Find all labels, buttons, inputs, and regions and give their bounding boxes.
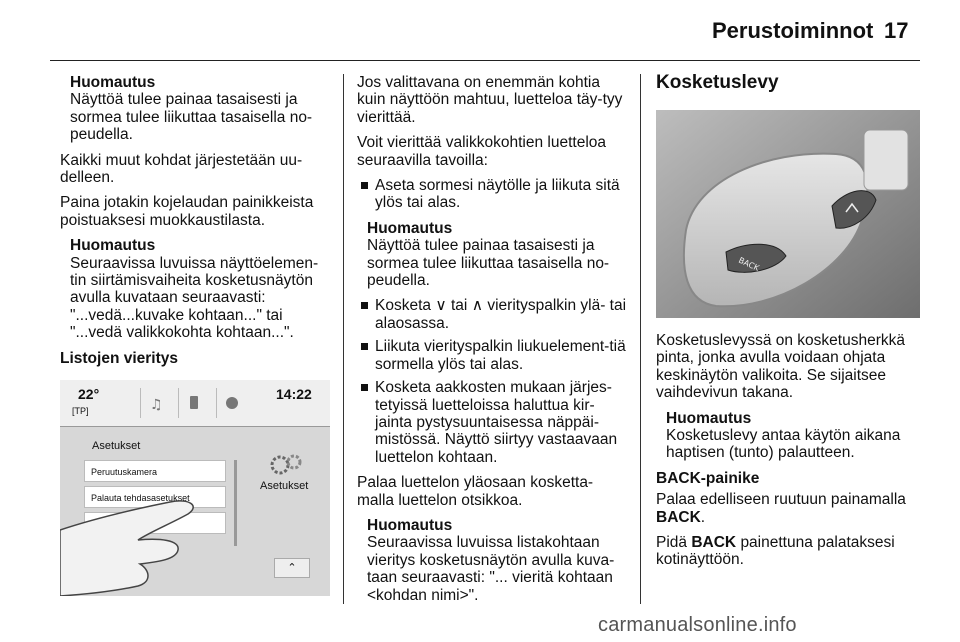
header-divider [50, 60, 920, 61]
bullet-list [357, 297, 627, 466]
note-text: Seuraavissa luvuissa näyttöelemen-tin siirtämisvaiheita kosketusnäytön avulla kuvataan seuraavasti: "...vedä...kuvake kohtaan..." tai "...vedä valikkokohta kohtaan...". [70, 254, 319, 342]
note-text: Seuraavissa luvuissa listakohtaan vieritys kosketusnäytön avulla kuva-taan seuraavasti: "... vieritä kohtaan <kohdan nimi>". [367, 534, 615, 604]
infotainment-screen-figure [60, 380, 330, 596]
note-heading: Huomautus [70, 237, 156, 255]
list-item: Aseta sormesi näytölle ja liikuta sitä ylös tai alas. [357, 177, 627, 212]
paragraph [656, 534, 924, 569]
traffic-program-indicator: [TP] [72, 406, 89, 416]
section-heading-back: BACK-painike [656, 469, 760, 487]
back-button-label: BACK [737, 255, 761, 273]
clock-readout: 14:22 [276, 386, 312, 402]
scroll-up-button[interactable]: ⌃ [274, 558, 310, 578]
chevron-up-icon: ∧ [471, 297, 484, 315]
paragraph: Voit vierittää valikkokohtien luetteloa seuraavilla tavoilla: [357, 134, 607, 169]
note-box [666, 410, 924, 462]
note-box [70, 237, 328, 341]
text: . [700, 508, 706, 526]
settings-tile-label: Asetukset [260, 480, 309, 492]
touchpad-photo [656, 110, 920, 318]
column-left [60, 74, 328, 371]
note-heading: Huomautus [70, 74, 156, 91]
keyword-back: BACK [691, 534, 737, 552]
text: painettuna palataksesi kotinäyttöön. [656, 534, 895, 569]
section-heading-listojen: Listojen vieritys [60, 349, 179, 367]
menu-item-peruutuskamera[interactable]: Peruutuskamera [84, 460, 226, 482]
note-heading: Huomautus [367, 516, 453, 534]
list-item-text: tai [451, 297, 468, 315]
list-item [357, 297, 627, 332]
text: Palaa edelliseen ruutuun painamalla [656, 491, 906, 509]
column-divider [640, 74, 641, 604]
phone-icon [178, 388, 209, 418]
paragraph: Paina jotakin kojelaudan painikkeista poistuaksesi muokkaustilasta. [60, 194, 314, 229]
list-item-text: Kosketa [375, 297, 432, 315]
hand-icon [60, 490, 230, 596]
section-heading-kosketuslevy: Kosketuslevy [656, 72, 779, 93]
list-item: Liikuta vierityspalkin liukuelement-tiä sormella ylös tai alas. [357, 338, 627, 373]
bullet-list [357, 177, 627, 212]
note-box [70, 74, 328, 144]
screen-status-bar [60, 380, 330, 427]
note-text: Näyttöä tulee painaa tasaisesti ja sormea tulee liikuttaa tasaisella no-peudella. [70, 91, 313, 144]
text: Pidä [656, 534, 688, 552]
page-number: 17 [884, 18, 909, 43]
temperature-readout: 22° [78, 386, 100, 402]
note-text: Näyttöä tulee painaa tasaisesti ja sormea tulee liikuttaa tasaisella no-peudella. [367, 237, 610, 290]
note-box [367, 220, 627, 290]
chevron-down-icon: ∨ [435, 297, 447, 315]
list-item-text: vierityspalkin ylä- tai alaosassa. [375, 297, 627, 332]
svg-text:♫: ♫ [150, 397, 163, 413]
note-heading: Huomautus [666, 409, 752, 427]
music-icon [140, 388, 171, 418]
watermark: carmanualsonline.info [598, 614, 797, 636]
note-heading: Huomautus [367, 219, 453, 237]
list-item: Kosketa aakkosten mukaan järjes-tetyissä luetteloissa haluttua kir-jainta pystysuuntaisessa näppäi-mistössä. Näyttö siirtyy vastaavaan luettelon kohtaan. [357, 379, 627, 466]
note-text: Kosketuslevy antaa käytön aikana haptisen (tunto) palautteen. [666, 427, 901, 462]
screen-menu-title: Asetukset [92, 440, 141, 452]
paragraph: Palaa luettelon yläosaan kosketta-malla luettelon otsikkoa. [357, 474, 594, 509]
paragraph: Jos valittavana on enemmän kohtia kuin näyttöön mahtuu, luetteloa täy-tyy vierittää. [357, 74, 623, 126]
paragraph [656, 491, 924, 526]
paragraph: Kaikki muut kohdat järjestetään uu-delleen. [60, 151, 303, 187]
touchpad-illustration [656, 110, 920, 318]
column-right [656, 74, 924, 103]
column-divider [343, 74, 344, 604]
circle-icon [216, 388, 247, 418]
column-right-text [656, 332, 924, 577]
paragraph: Kosketuslevyssä on kosketusherkkä pinta, jonka avulla voidaan ohjata keskinäytön valikoita. Se sijaitsee vaihdevivun takana. [656, 332, 905, 402]
keyword-back: BACK [656, 508, 701, 526]
column-middle [357, 74, 627, 612]
note-box [367, 517, 627, 604]
page-title: Perustoiminnot [712, 18, 874, 43]
menu-item-palauta[interactable]: Palauta tehdasasetukset [84, 486, 226, 508]
gears-icon [268, 452, 304, 478]
scrollbar[interactable] [234, 460, 237, 546]
